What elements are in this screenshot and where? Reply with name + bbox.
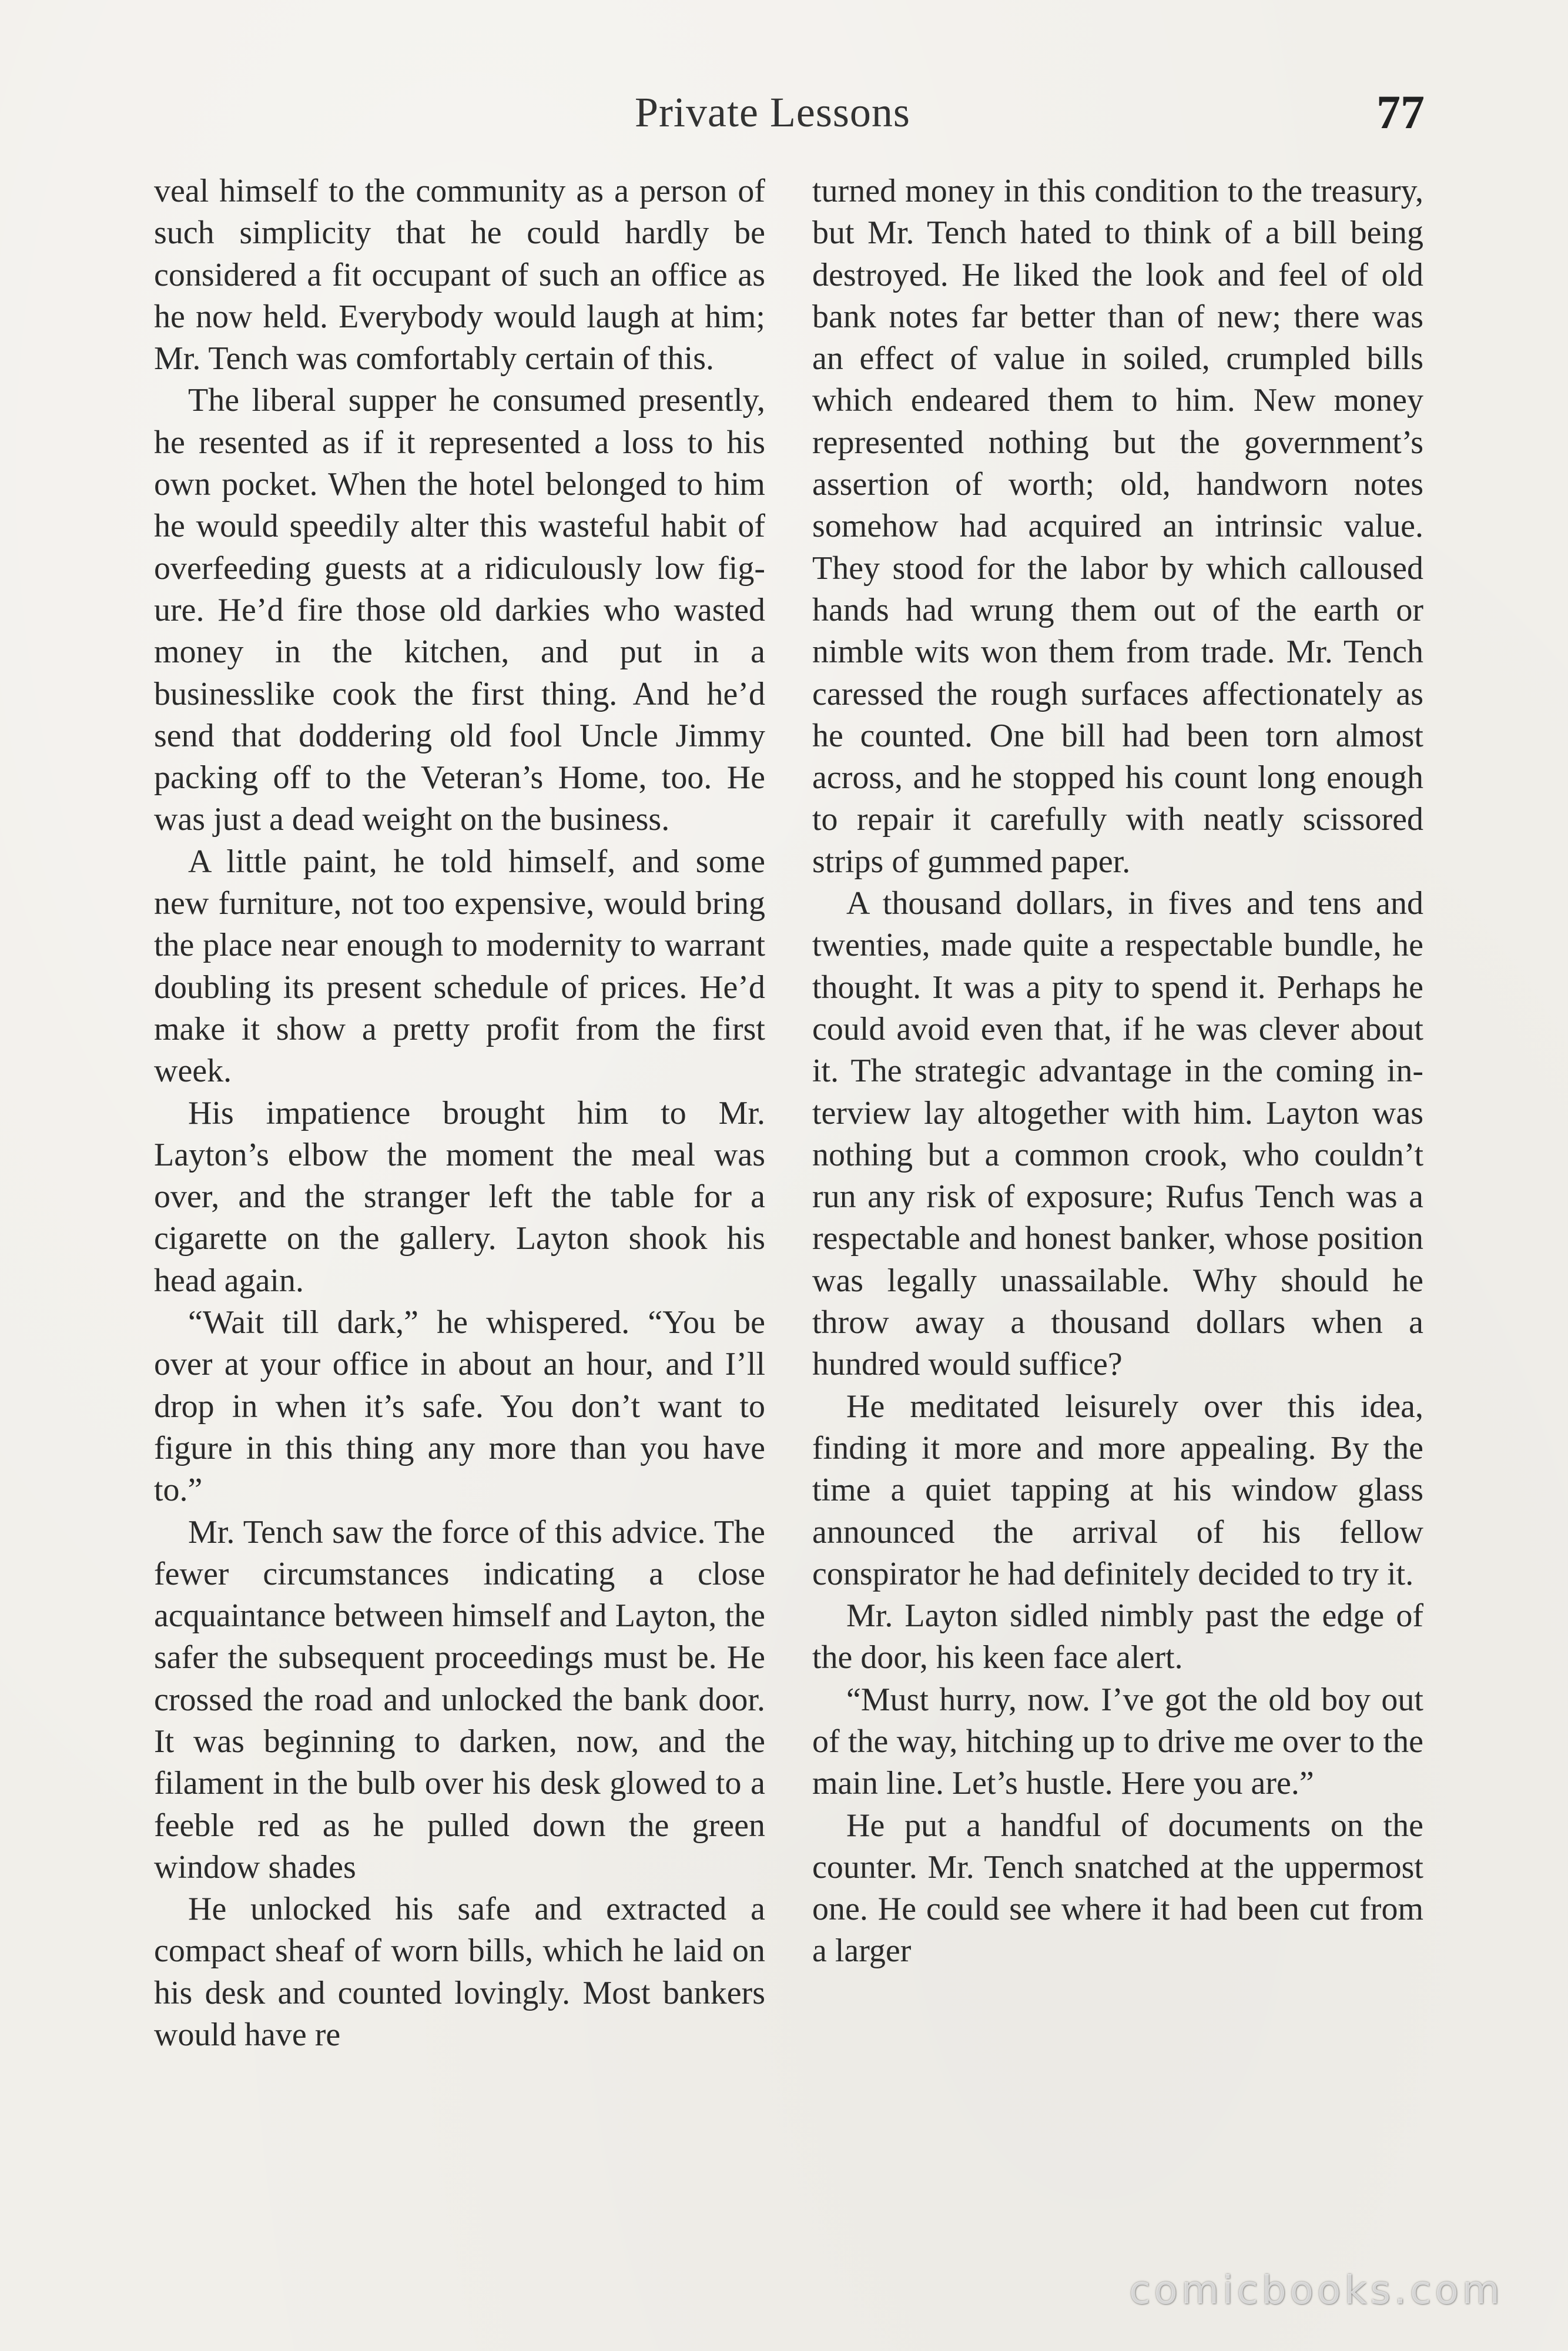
paragraph: “Wait till dark,” he whispered. “You be over at your office in about an hour, and I’ll drop in when it’s safe. You don’t want to figure in this thing any more than you have to.”	[154, 1304, 765, 1509]
paragraph: turned money in this condition to the treasury, but Mr. Tench hated to think of a bill being destroyed. He liked the look and feel of old bank notes far better than of new; there was an effect of value in soiled, crumpled bills which endeared them to him. New money represented nothing but the government’s assertion of worth; old, handworn notes somehow had acquired an intrinsic value. They stood for the labor by which calloused hands had wrung them out of the earth or nimble wits won them from trade. Mr. Tench caressed the rough surfaces affectionately as he counted. One bill had been torn almost across, and he stopped his count long enough to repair it carefully with neatly scissored strips of gummed paper.	[812, 173, 1423, 880]
paragraph: Mr. Layton sidled nimbly past the edge of the door, his keen face alert.	[812, 1598, 1423, 1676]
paragraph: “Must hurry, now. I’ve got the old boy out of the way, hitching up to drive me over to the main line. Let’s hustle. Here you are.”	[812, 1681, 1423, 1802]
paragraph: A thousand dollars, in fives and tens and twenties, made quite a respectable bundle, he thought. It was a pity to spend it. Perhaps he could avoid even that, if he was clever about it. The strategic advantage in the coming interview lay altogether with him. Layton was nothing but a common crook, who couldn’t run any risk of exposure; Rufus Tench was a respectable and honest banker, whose position was legally unassailable. Why should he throw away a thousand dollars when a hundred would suffice?	[812, 885, 1423, 1383]
watermark: comicbooks.com	[1129, 2268, 1503, 2313]
paragraph: His impatience brought him to Mr. Layton’s elbow the moment the meal was over, and the stranger left the table for a cigarette on the gallery. Layton shook his head again.	[154, 1094, 765, 1299]
page-number: 77	[1376, 85, 1425, 139]
right-column	[812, 170, 1423, 2263]
paragraph: He meditated leisurely over this idea, finding it more and more appealing. By the time a quiet tapping at his window glass announced the arrival of his fellow conspirator he had definitely decided to try it.	[812, 1388, 1423, 1592]
paragraph: He put a handful of documents on the counter. Mr. Tench snatched at the uppermost one. He could see where it had been cut from a larger	[812, 1807, 1423, 1970]
running-header	[0, 85, 1568, 147]
paragraph: A little paint, he told himself, and some new furniture, not too expensive, would bring the place near enough to modernity to warrant doubling its present schedule of prices. He’d make it show a pretty profit from the first week.	[154, 843, 765, 1090]
text-columns	[154, 170, 1423, 2263]
paragraph: The liberal supper he consumed presently, he resented as if it represented a loss to his own pocket. When the hotel belonged to him he would speedily alter this wasteful habit of overfeeding guests at a ridiculously low figure. He’d fire those old darkies who wasted money in the kitchen, and put in a businesslike cook the first thing. And he’d send that doddering old fool Uncle Jimmy packing off to the Veteran’s Home, too. He was just a dead weight on the business.	[154, 382, 765, 838]
paragraph: He unlocked his safe and extracted a compact sheaf of worn bills, which he laid on his desk and counted lovingly. Most bankers would have re	[154, 1891, 765, 2054]
paragraph: veal himself to the community as a person of such simplicity that he could hardly be considered a fit occupant of such an office as he now held. Everybody would laugh at him; Mr. Tench was comfortably certain of this.	[154, 173, 765, 377]
paragraph: Mr. Tench saw the force of this advice. The fewer circumstances indicating a close acquaintance between himself and Layton, the safer the subsequent proceedings must be. He crossed the road and unlocked the bank door. It was beginning to darken, now, and the filament in the bulb over his desk glowed to a feeble red as he pulled down the green window shades	[154, 1513, 765, 1886]
running-title: Private Lessons	[635, 89, 910, 136]
left-column	[154, 170, 765, 2263]
